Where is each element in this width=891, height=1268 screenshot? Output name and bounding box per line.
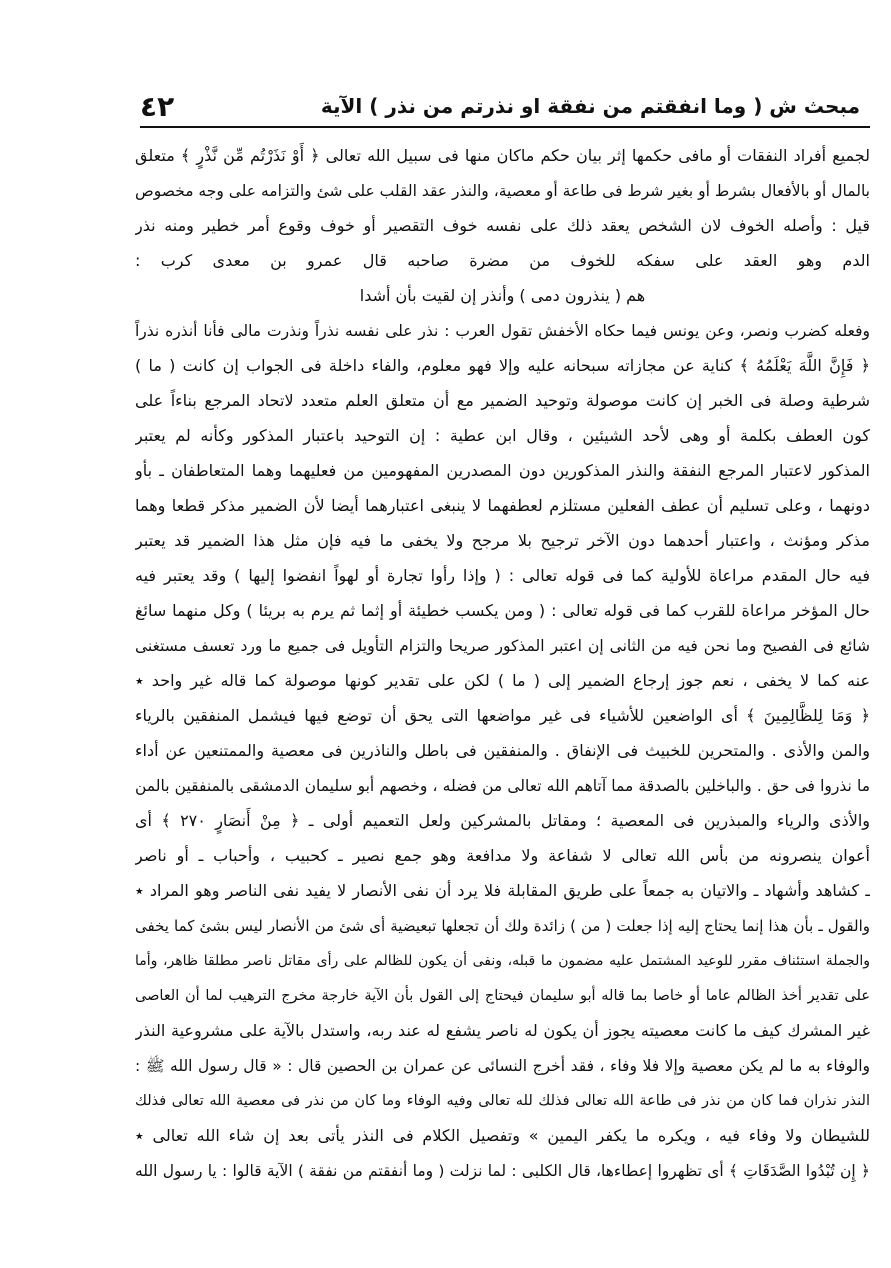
text-line: فيه حال المقدم مراعاة للأولية كما فى قوله تعالى : ( وإذا رأوا تجارة أو لهواً انفضوا إليها ) وقد يعتبر فيه	[135, 566, 870, 585]
text-line: للشيطان ولا وفاء فيه ، ويكره ما يكفر اليمين » وتفصيل الكلام فى النذر يأتى بعد إن شاء الله تعالى ٭	[135, 1126, 870, 1145]
text-line: والمن والأذى . والمتحرين للخبيث فى الإنفاق . والمنفقين فى باطل والناذرين فى معصية والممتنعين عن أداء	[135, 741, 870, 760]
text-line: لجميع أفراد النفقات أو مافى حكمها إثر بيان حكم ماكان منها فى سبيل الله تعالى ﴿ أَوْ نَذَرْتُم مِّن نَّذْرٍ ﴾ متعلق	[135, 146, 870, 165]
text-line: شرطية وصلة فى الخبر إن كانت موصولة وتوحيد الضمير مع أن متعلق العلم متعدد لاتحاد المرجع بناءاً على	[135, 391, 870, 410]
text-line: عنه كما لا يخفى ، نعم جوز إرجاع الضمير إلى ( ما ) لكن على تقدير كونها موصولة كما قاله غير واحد ٭	[135, 671, 870, 690]
text-line: ﴿ فَإِنَّ اللَّهَ يَعْلَمُهُ ﴾ كناية عن مجازاته سبحانه عليه وإلا فهو معلوم، والفاء داخلة فى الجواب إن كانت ( ما )	[135, 356, 870, 375]
text-line: النذر نذران فما كان من نذر فى طاعة الله تعالى فذلك لله تعالى وفيه الوفاء وما كان من نذر فى معصية الله تعالى فذلك	[135, 1093, 870, 1109]
text-line: شائع فى الفصيح وما نحن فيه من الثانى إن اعتبر المذكور صريحا والتزام التأويل فى جميع ما ورد تعسف مستغنى	[135, 637, 870, 655]
text-line: ﴿ إِن تُبْدُوا الصَّدَقَاتِ ﴾ أى تظهروا إعطاءها، قال الكلبى : لما نزلت ( وما أنفقتم من نفقة ) الآية قالوا : يا رسول الله	[135, 1162, 870, 1180]
body-text	[135, 140, 870, 1190]
text-line: غير المشرك كيف ما كانت معصيته يجوز أن يكون له ناصر يشفع له عند ربه، واستدل بالآية على مشروعية النذر	[135, 1021, 870, 1040]
text-line: والجملة استئناف مقرر للوعيد المشتمل عليه مضمون ما قبله، ونفى أن يكون للظالم على رأى مقاتل ناصر مطلقا ظاهر، وأما	[135, 953, 870, 969]
text-line: قيل : وأصله الخوف لان الشخص يعقد ذلك على نفسه خوف التقصير أو خوف وقوع أمر خطير ومنه نذر	[135, 216, 870, 235]
running-title: مبحث ش ( وما انفقتم من نفقة او نذرتم من نذر ) الآية	[320, 94, 860, 118]
text-line: والوفاء به ما لم يكن معصية وإلا فلا وفاء ، فقد أخرج النسائى عن عمران بن الحصين قال : « قال رسول الله ﷺ :	[135, 1057, 870, 1075]
text-line: على تقدير أخذ الظالم عاما أو خاصا بما قاله أبو سليمان فيحتاج إلى القول بأن الآية خارجة مخرج الترهيب لما أن العاصى	[135, 988, 870, 1004]
text-line: حال المؤخر مراعاة للقرب كما فى قوله تعالى : ( ومن يكسب خطيئة أو إثما ثم يرم به بريئا ) وكل منهما سائغ	[135, 601, 870, 620]
text-line: ﴿ وَمَا لِلظَّالِمِينَ ﴾ أى الواضعين للأشياء فى غير مواضعها التى يحق أن توضع فيها فيشمل المنفقين بالرياء	[135, 706, 870, 725]
text-line: ما نذروا فى حق . والباخلين بالصدقة مما آتاهم الله تعالى من فضله ، وخصهم أبو سليمان الدمشقى بالمنفقين بالمن	[135, 777, 870, 795]
text-line: بالمال أو بالأفعال بشرط أو بغير شرط فى طاعة أو معصية، والنذر عقد القلب على شئ والتزامه على وجه مخصوص	[135, 182, 870, 200]
poetry-verse: هم ( ينذرون دمى ) وأنذر إن لقيت بأن أشدا	[359, 286, 646, 305]
header-rule	[140, 126, 870, 128]
text-line: كون العطف بكلمة أو وهى لأحد الشيئين ، وقال ابن عطية : إن التوحيد باعتبار المذكور وكأنه لم يعتبر	[135, 426, 870, 445]
text-line: مذكر ومؤنث ، واعتبار أحدهما دون الآخر ترجيح بلا مرجح ولا يخفى ما فيه فإن مثل هذا الضمير قد يعتبر	[135, 531, 870, 550]
text-line: وفعله كضرب ونصر، وعن يونس فيما حكاه الأخفش تقول العرب : نذر على نفسه نذراً ونذرت مالى فأنا أنذره نذراً	[135, 322, 870, 340]
page-header	[140, 88, 860, 124]
text-line: والأذى والرياء والمبذرين فى المعصية ؛ ومقاتل بالمشركين ولعل التعميم أولى ـ ﴿ مِنْ أَنصَارٍ ٢٧٠ ﴾ أى	[135, 811, 870, 830]
text-line: دونهما ، وعلى تسليم أن عطف الفعلين مستلزم لعطفهما لا ينبغى اعتبارهما أيضا لأن الضمير مذكر قطعا وهما	[135, 496, 870, 515]
text-line: والقول ـ بأن هذا إنما يحتاج إليه إذا جعلت ( من ) زائدة ولك أن تجعلها تبعيضية أى شئ من الأنصار ليس بشئ كما يخفى	[135, 917, 870, 935]
text-line: الدم وهو العقد على سفكه للخوف من مضرة صاحبه قال عمرو بن معدى كرب :	[135, 251, 870, 270]
text-line: أعوان ينصرونه من بأس الله تعالى لا شفاعة ولا مدافعة وهو جمع نصير ـ كحبيب ، وأحباب ـ أو ناصر	[135, 846, 870, 865]
page-number: ٤٢	[140, 89, 175, 123]
text-line: ـ كشاهد وأشهاد ـ والاتيان به جمعاً على طريق المقابلة فلا يرد أن نفى الأنصار لا يفيد نفى الناصر وهو المراد ٭	[135, 881, 870, 900]
text-line: المذكور لاعتبار المرجع النفقة والنذر المذكورين دون المصدرين المفهومين من فعليهما وهما المتعاطفان ـ بأو	[135, 461, 870, 480]
